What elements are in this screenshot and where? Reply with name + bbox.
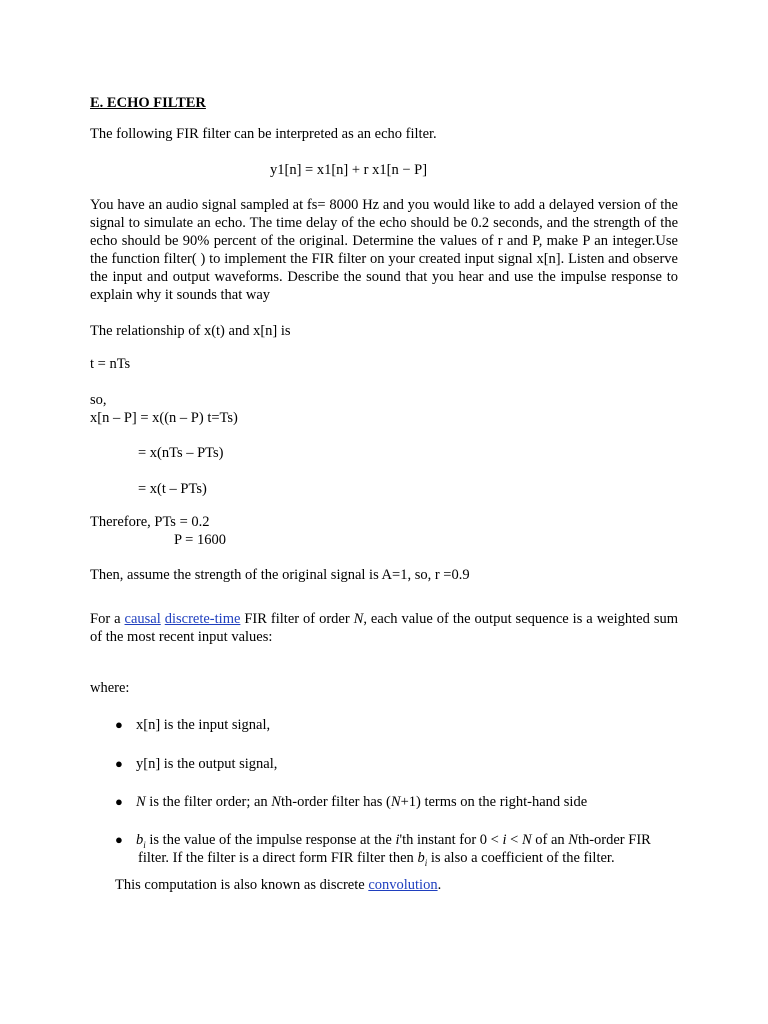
n-symbol: N: [521, 832, 532, 848]
convolution-text: This computation is also known as discrete: [115, 877, 369, 893]
order-symbol: N: [353, 611, 364, 627]
b4-text-e: th-order FIR: [577, 832, 651, 848]
convolution-sentence: [115, 876, 441, 894]
problem-paragraph: You have an audio signal sampled at fs= 8000 Hz and you would like to add a delayed version of the signal to simulate an echo. The time delay of the echo should be 0.2 seconds, and the strength of the echo should be 90% percent of the original. Determine the values of r and P, make P an integer.Use the function filter( ) to implement the FIR filter on your created input signal x[n]. Listen and observe the input and output waveforms. Describe the sound that you hear and use the impulse response to explain why it sounds that way: [90, 197, 678, 303]
fir-paragraph: [90, 610, 678, 646]
convolution-link[interactable]: convolution: [368, 877, 438, 893]
i-subscript: i: [424, 857, 428, 868]
b4-text-d: of an: [531, 832, 569, 848]
bullet-input-signal: x[n] is the input signal,: [136, 717, 271, 733]
i-symbol: i: [395, 832, 400, 848]
n-symbol: N: [390, 794, 401, 810]
derivation-line-1: x[n – P] = x((n – P) t=Ts): [90, 410, 238, 426]
b4-text-c: <: [506, 832, 522, 848]
b4-line2-text-c: is also a coefficient of the filter.: [427, 850, 615, 866]
n-symbol: N: [271, 794, 281, 810]
bullet-dot: ●: [115, 717, 123, 732]
b3-text-a: is the filter order; an: [145, 794, 272, 810]
i-symbol: i: [502, 832, 507, 848]
b4-text-a: is the value of the impulse response at the: [145, 832, 396, 848]
b-symbol: b: [417, 850, 425, 866]
bullet-filter-order: [136, 793, 587, 811]
b4-line2-text-a: filter. If the filter is a direct form FIR filter then: [138, 850, 418, 866]
where-text: where:: [90, 680, 130, 696]
n-symbol: N: [568, 832, 578, 848]
b-symbol: b: [136, 832, 144, 848]
bullet-dot: ●: [115, 832, 123, 847]
echo-equation: y1[n] = x1[n] + r x1[n − P]: [270, 162, 428, 178]
fir-prefix: For a: [90, 611, 125, 627]
bullet-output-signal: y[n] is the output signal,: [136, 756, 278, 772]
derivation-line-2: = x(nTs – PTs): [138, 445, 224, 461]
section-heading: E. ECHO FILTER: [90, 95, 206, 111]
therefore-text: Therefore, PTs = 0.2: [90, 514, 210, 530]
bullet-dot: ●: [115, 756, 123, 771]
derivation-line-3: = x(t – PTs): [138, 481, 207, 497]
b4-text-b: 'th instant for 0 <: [399, 832, 503, 848]
t-equation: t = nTs: [90, 356, 131, 372]
i-subscript: i: [143, 839, 146, 850]
so-text: so,: [90, 392, 107, 408]
p-value: P = 1600: [174, 532, 226, 548]
bullet-impulse-response-2: [138, 849, 615, 872]
n-symbol: N: [136, 794, 146, 810]
convolution-period: .: [437, 877, 442, 893]
bullet-dot: ●: [115, 794, 123, 809]
then-text: Then, assume the strength of the original signal is A=1, so, r =0.9: [90, 567, 470, 583]
fir-mid: FIR filter of order: [240, 611, 354, 627]
intro-text: The following FIR filter can be interpreted as an echo filter.: [90, 126, 437, 142]
b3-text-c: +1) terms on the right-hand side: [400, 794, 588, 810]
causal-link[interactable]: causal: [124, 611, 161, 627]
relationship-text: The relationship of x(t) and x[n] is: [90, 323, 291, 339]
discrete-time-link[interactable]: discrete-time: [164, 611, 241, 627]
fir-rest: , each value of the output sequence is a weighted sum of the most recent input values:: [90, 611, 678, 645]
b3-text-b: th-order filter has (: [280, 794, 391, 810]
